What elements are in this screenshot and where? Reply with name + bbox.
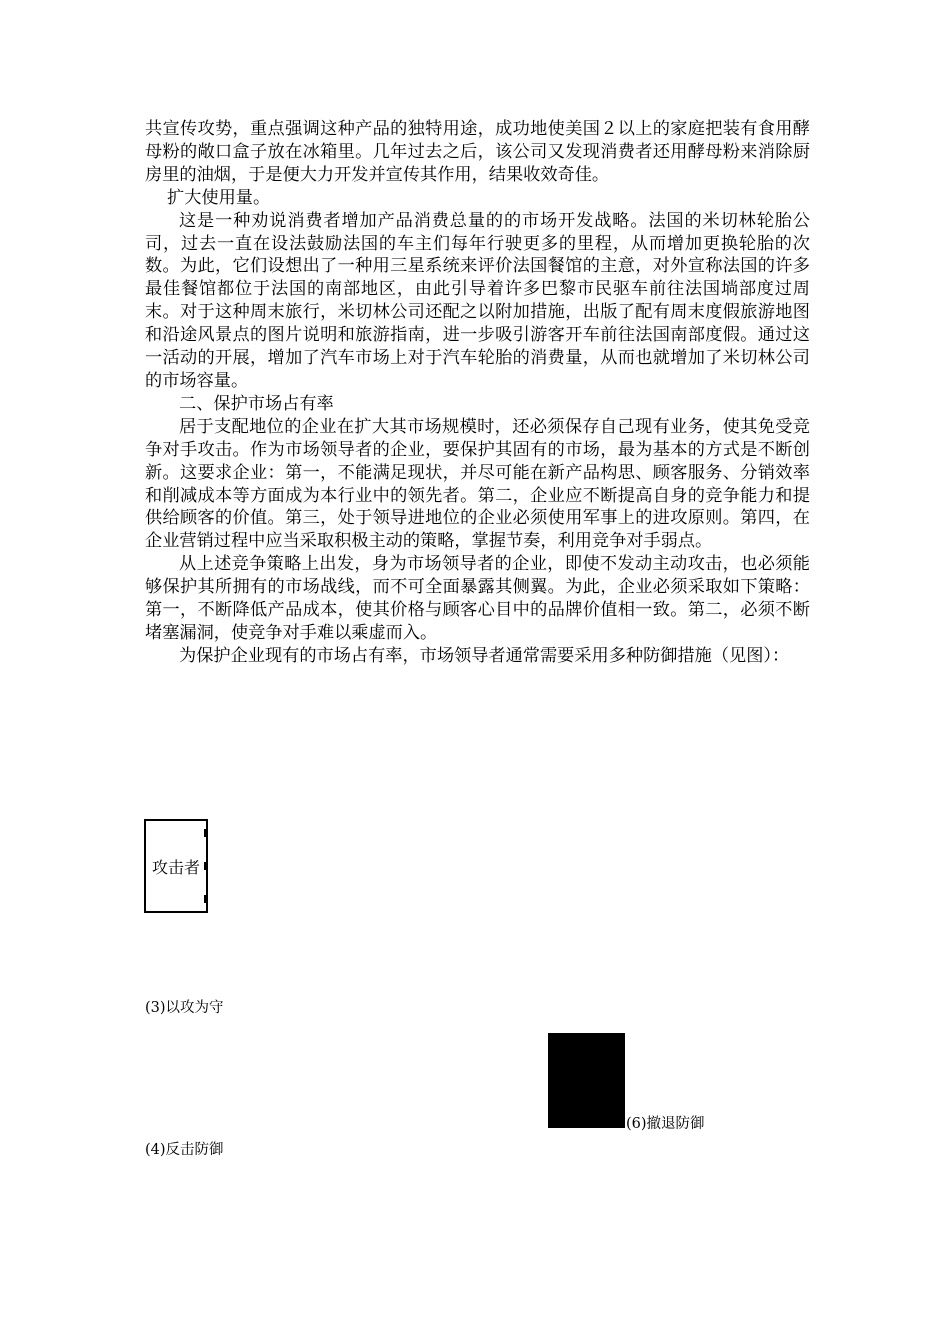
caption-retreat-defense: (6)撤退防御 [626, 1116, 705, 1132]
body-text [145, 118, 810, 668]
attacker-box [144, 819, 208, 913]
caption-preemptive-defense: (3)以攻为守 [145, 1000, 224, 1016]
paragraph-michelin: 这是一种劝说消费者增加产品消费总量的的市场开发战略。法国的米切林轮胎公司，过去一直在设法鼓励法国的车主们每年行驶更多的里程，从而增加更换轮胎的次数。为此，它们设想出了一种用三星系统来评价法国餐馆的主意，对外宣称法国的许多最佳餐馆都位于法国的南部地区，由此引导着许多巴黎市民驱车前往法国埫部度过周末。对于这种周末旅行，米切林公司还配之以附加措施，出版了配有周末度假旅游地图和沿途风景点的图片说明和旅游指南，进一步吸引游客开车前往法国南部度假。通过这一活动的开展，增加了汽车市场上对于汽车轮胎的消费量，从而也就增加了米切林公司的市场容量。 [145, 210, 810, 391]
section-heading-protect-share: 二、保护市场占有率 [179, 393, 334, 414]
paragraph-baking-soda: 共宣传攻势，重点强调这种产品的独特用途，成功地使美国２以上的家庭把装有食用酵母粉的敞口盒子放在冰箱里。几年过去之后，该公司又发现消费者还用酵母粉来消除厨房里的油烟，于是便大力开发并宣传其作用，结果收效奇佳。 [145, 119, 810, 185]
paragraph-defense-intro: 为保护企业现有的市场占有率，市场领导者通常需要采用多种防御措施（见图）： [179, 645, 790, 666]
attacker-label: 攻击者 [151, 857, 200, 877]
arrow-stub [204, 829, 207, 837]
paragraph-dominant-firm: 居于支配地位的企业在扩大其市场规模时，还必须保存自己现有业务，使其免受竞争对手攻击。作为市场领导者的企业，要保护其固有的市场，最为基本的方式是不断创新。这要求企业：第一，不能满足现状，并尽可能在新产品构思、顾客服务、分销效率和削减成本等方面成为本行业中的领先者。第二，企业应不断提高自身的竞争能力和提供给顾客的价值。第三，处于领导进地位的企业必须使用军事上的进攻原则。第四，在企业营销过程中应当采取积极主动的策略，掌握节奏，利用竞争对手弱点。 [145, 416, 810, 552]
paragraph-competitive-strategy: 从上述竞争策略上出发，身为市场领导者的企业，即使不发动主动攻击，也必须能够保护其所拥有的市场战线，而不可全面暴露其侧翼。为此，企业必须采取如下策略：第一，不断降低产品成本，使其价格与顾客心目中的品牌价值相一致。第二，必须不断堵塞漏洞，使竞争对手难以乘虚而入。 [145, 554, 810, 643]
diagram-block [548, 1033, 625, 1128]
paragraph-expand-usage-heading: 扩大使用量。 [167, 187, 271, 208]
caption-counter-defense: (4)反击防御 [145, 1142, 224, 1158]
arrow-stub [204, 895, 207, 903]
arrow-stub [204, 862, 207, 870]
